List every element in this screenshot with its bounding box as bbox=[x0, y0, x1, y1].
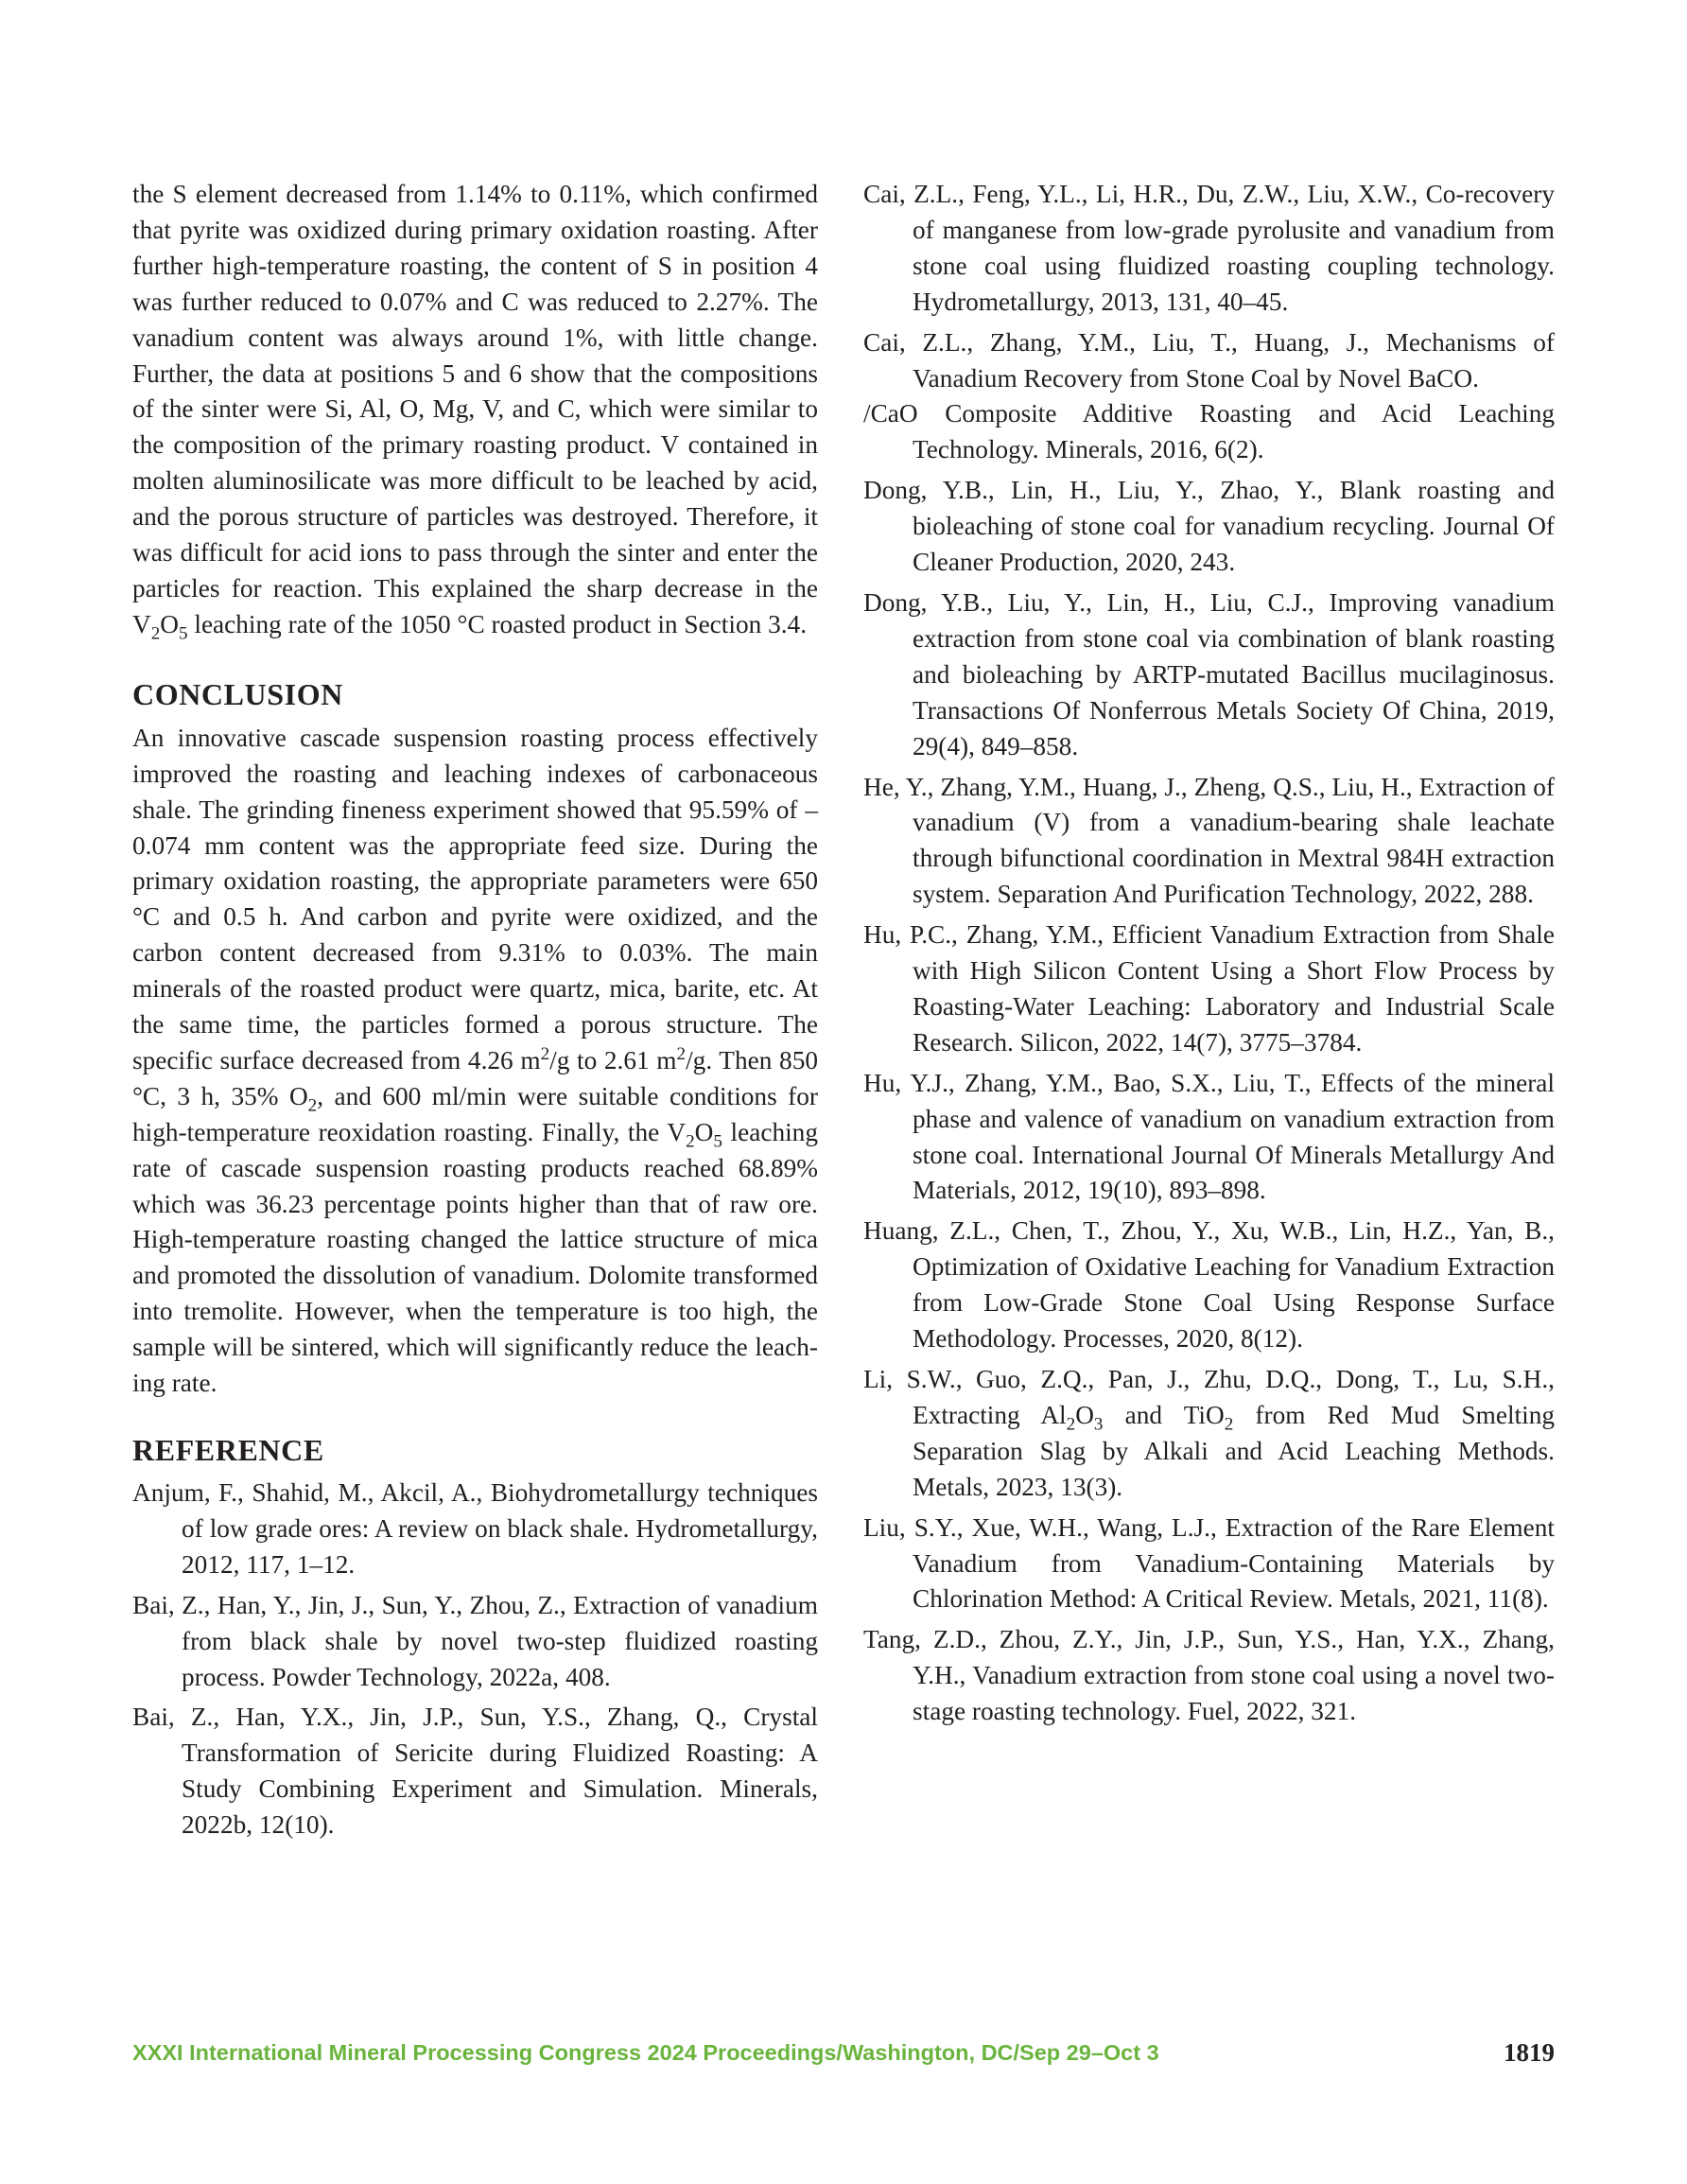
reference-text: Li, S.W., Guo, Z.Q., Pan, J., Zhu, D.Q., Dong, T., Lu, S.H., Extracting bbox=[863, 1365, 1555, 1429]
reference-item: Tang, Z.D., Zhou, Z.Y., Jin, J.P., Sun, Y.S., Han, Y.X., Zhang, Y.H., Vanadium extraction from stone coal using a novel two-stage roasting technology. Fuel, 2022, 321. bbox=[863, 1625, 1555, 1726]
reference-item: He, Y., Zhang, Y.M., Huang, J., Zheng, Q.S., Liu, H., Extraction of vanadium (V) from a vanadium-bearing shale leachate through bifunctional coordination in Mextral 984H extraction system. Separation And Purification Technology, 2022, 288. bbox=[863, 772, 1555, 909]
reference-item bbox=[863, 1362, 1555, 1506]
formula-text: O bbox=[694, 1117, 714, 1146]
body-text: the S element decreased from 1.14% to 0.11%, which confirmed that pyrite was oxidized during primary oxidation roasting. After further high-temperature roasting, the content of S in position 4 was further reduced to 0.07% and C was reduced to 2.27%. The vanadium content was always around 1%, with little change. Further, the data at positions 5 and 6 show that the compositions of the sinter were Si, Al, O, Mg, V, and C, which were similar to the composition of the primary roasting product. V contained in molten aluminosilicate was more difficult to be leached by acid, and the porous structure of particles was destroyed. Therefore, it was difficult for acid ions to pass through the sinter and enter the particles for reaction. This explained the sharp decrease in the bbox=[132, 180, 818, 603]
reference-text: from Red Mud Smelting Separation Slag by Alkali and Acid Leaching Methods. Metals, 2023, 13(3). bbox=[913, 1400, 1556, 1501]
subscript: 3 bbox=[1093, 1414, 1104, 1435]
reference-item: Anjum, F., Shahid, M., Akcil, A., Biohydrometallurgy techniques of low grade ores: A review on black shale. Hydrometallurgy, 2012, 117, 1–12. bbox=[132, 1478, 818, 1579]
body-text: leaching rate of the 1050 °C roasted product in Section 3.4. bbox=[187, 609, 808, 638]
reference-item: Bai, Z., Han, Y.X., Jin, J.P., Sun, Y.S., Zhang, Q., Crystal Transformation of Sericite during Fluidized Roasting: A Study Combining Experiment and Simulation. Minerals, 2022b, 12(10). bbox=[132, 1703, 818, 1840]
formula-text: V bbox=[667, 1117, 687, 1146]
superscript: 2 bbox=[540, 1043, 550, 1064]
formula-text: O bbox=[160, 609, 179, 638]
body-text: An innovative cascade suspension roasting process effectively improved the roasting and leaching indexes of carbonaceous shale. The grinding fineness experiment showed that 95.59% of –0.074 mm content was the appropriate feed size. During the primary oxidation roasting, the appropriate parameters were 650 °C and 0.5 h. And carbon and pyrite were oxidized, and the carbon content decreased from 9.31% to 0.03%. The main minerals of the roasted product were quartz, mica, barite, etc. At the same time, the particles formed a porous structure. The specific surface decreased from 4.26 m bbox=[132, 723, 818, 1075]
left-column bbox=[132, 177, 818, 1848]
subscript: 5 bbox=[178, 623, 188, 644]
reference-item: Liu, S.Y., Xue, W.H., Wang, L.J., Extraction of the Rare Element Vanadium from Vanadium-Containing Materials by Chlorination Method: A Critical Review. Metals, 2021, 11(8). bbox=[863, 1512, 1555, 1614]
body-text: leaching rate of cascade suspension roasting products reached 68.89% which was 36.23 percentage points higher than that of raw ore. High-temperature roasting changed the lattice structure of mica and promoted the dissolution of vanadium. Dolomite transformed into tremolite. However, when the temperature is too high, the sample will be sintered, which will significantly reduce the leaching rate. bbox=[132, 1117, 818, 1398]
subscript: 2 bbox=[686, 1131, 695, 1152]
reference-item: Hu, Y.J., Zhang, Y.M., Bao, S.X., Liu, T., Effects of the mineral phase and valence of vanadium on vanadium extraction from stone coal. International Journal Of Minerals Metallurgy And Materials, 2012, 19(10), 893–898. bbox=[863, 1068, 1555, 1205]
superscript: 2 bbox=[676, 1043, 687, 1064]
reference-item: Dong, Y.B., Lin, H., Liu, Y., Zhao, Y., Blank roasting and bioleaching of stone coal for vanadium recycling. Journal Of Cleaner Production, 2020, 243. bbox=[863, 476, 1555, 577]
conclusion-heading: CONCLUSION bbox=[132, 676, 343, 711]
reference-item: Dong, Y.B., Liu, Y., Lin, H., Liu, C.J., Improving vanadium extraction from stone coal via combination of blank roasting and bioleaching by ARTP-mutated Bacillus mucilaginosus. Transactions Of Nonferrous Metals Society Of China, 2019, 29(4), 849–858. bbox=[863, 587, 1555, 760]
subscript: 2 bbox=[1224, 1414, 1234, 1435]
subscript: 2 bbox=[307, 1095, 318, 1116]
formula-text: V bbox=[132, 609, 151, 638]
reference-item: Cai, Z.L., Feng, Y.L., Li, H.R., Du, Z.W., Liu, X.W., Co-recovery of manganese from low-grade pyrolusite and vanadium from stone coal using fluidized roasting coupling technology. Hydrometallurgy, 2013, 131, 40–45. bbox=[863, 180, 1555, 316]
page-footer bbox=[132, 2034, 1555, 2071]
subscript: 5 bbox=[713, 1131, 722, 1152]
formula-text: TiO bbox=[1183, 1400, 1225, 1429]
subscript: 2 bbox=[150, 623, 161, 644]
reference-item: Bai, Z., Han, Y., Jin, J., Sun, Y., Zhou, Z., Extraction of vanadium from black shale by novel two-step fluidized roasting process. Powder Technology, 2022a, 408. bbox=[132, 1590, 818, 1691]
formula-text: O bbox=[1075, 1400, 1094, 1429]
reference-item: Cai, Z.L., Zhang, Y.M., Liu, T., Huang, J., Mechanisms of Vanadium Recovery from Stone Coal by Novel BaCO. bbox=[863, 327, 1555, 393]
reference-item: Huang, Z.L., Chen, T., Zhou, Y., Xu, W.B., Lin, H.Z., Yan, B., Optimization of Oxidative Leaching for Vanadium Extraction from Low-Grade Stone Coal Using Response Surface Methodology. Processes, 2020, 8(12). bbox=[863, 1216, 1555, 1354]
reference-heading: REFERENCE bbox=[132, 1433, 324, 1467]
body-text: , and 600 ml/min were suitable conditions for high-temperature reoxidation roasting. Finally, the bbox=[132, 1081, 818, 1146]
body-text: /g to 2.61 m bbox=[549, 1045, 677, 1075]
reference-text: and bbox=[1103, 1400, 1184, 1429]
right-column bbox=[863, 177, 1555, 1735]
conclusion-paragraph bbox=[132, 721, 818, 1402]
reference-item: /CaO Composite Additive Roasting and Acid Leaching Technology. Minerals, 2016, 6(2). bbox=[863, 399, 1555, 464]
page-number: 1819 bbox=[1504, 2038, 1555, 2067]
footer-conference-text: XXXI International Mineral Processing Congress 2024 Proceedings/Washington, DC/Sep 29–Oct 3 bbox=[132, 2040, 1159, 2065]
body-text: /g. Then 850 °C, 3 h, 35% O bbox=[132, 1045, 818, 1110]
formula-text: Al bbox=[1040, 1400, 1067, 1429]
reference-item: Hu, P.C., Zhang, Y.M., Efficient Vanadium Extraction from Shale with High Silicon Content Using a Short Flow Process by Roasting-Water Leaching: Laboratory and Industrial Scale Research. Silicon, 2022, 14(7), 3775–3784. bbox=[863, 920, 1555, 1057]
body-paragraph bbox=[132, 177, 818, 643]
subscript: 2 bbox=[1066, 1414, 1076, 1435]
